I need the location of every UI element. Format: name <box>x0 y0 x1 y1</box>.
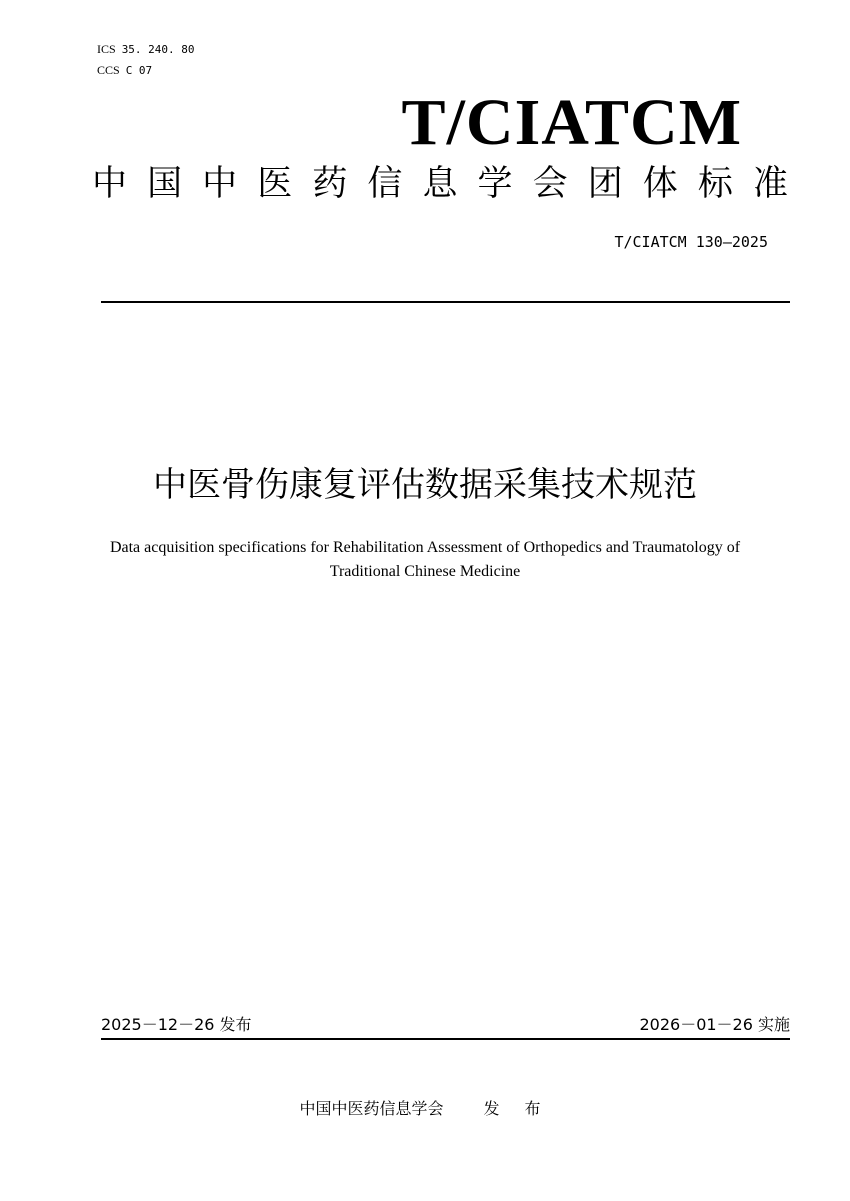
ics-value: 35. 240. 80 <box>121 43 195 56</box>
org-title-char: 准 <box>752 164 788 204</box>
org-title-char: 学 <box>477 164 513 204</box>
org-title-char: 医 <box>257 164 293 204</box>
ccs-value: C 07 <box>125 64 153 77</box>
org-title-char: 国 <box>147 164 183 204</box>
standard-logo: T/CIATCM <box>401 86 742 159</box>
organization-standard-title <box>92 160 788 208</box>
publish-label: 发 布 <box>483 1099 551 1118</box>
org-title-char: 信 <box>367 164 403 204</box>
footer-divider <box>101 1038 790 1040</box>
org-title-char: 中 <box>202 164 238 204</box>
document-title-english: Data acquisition specifications for Rehabilitation Assessment of Orthopedics and Traumatology of Traditional Chinese Medicine <box>109 539 741 580</box>
org-title-char: 团 <box>587 164 623 204</box>
org-title-char: 体 <box>642 164 678 204</box>
release-date: 2025－12－26 发布 <box>101 1015 252 1034</box>
org-title-char: 会 <box>532 164 568 204</box>
org-title-char: 息 <box>422 164 458 204</box>
org-title-char: 中 <box>92 164 128 204</box>
publisher-name: 中国中医药信息学会 <box>299 1099 444 1118</box>
ccs-code <box>97 62 152 79</box>
ccs-label: CCS <box>97 63 120 77</box>
ics-label: ICS <box>97 42 116 56</box>
header-divider <box>101 301 790 303</box>
org-title-char: 药 <box>312 164 348 204</box>
publisher-line <box>0 1098 850 1120</box>
ics-code <box>97 41 195 58</box>
standard-number: T/CIATCM 130—2025 <box>614 233 768 251</box>
implementation-date: 2026－01－26 实施 <box>639 1015 790 1034</box>
document-title-chinese: 中医骨伤康复评估数据采集技术规范 <box>153 465 697 505</box>
org-title-char: 标 <box>697 164 733 204</box>
